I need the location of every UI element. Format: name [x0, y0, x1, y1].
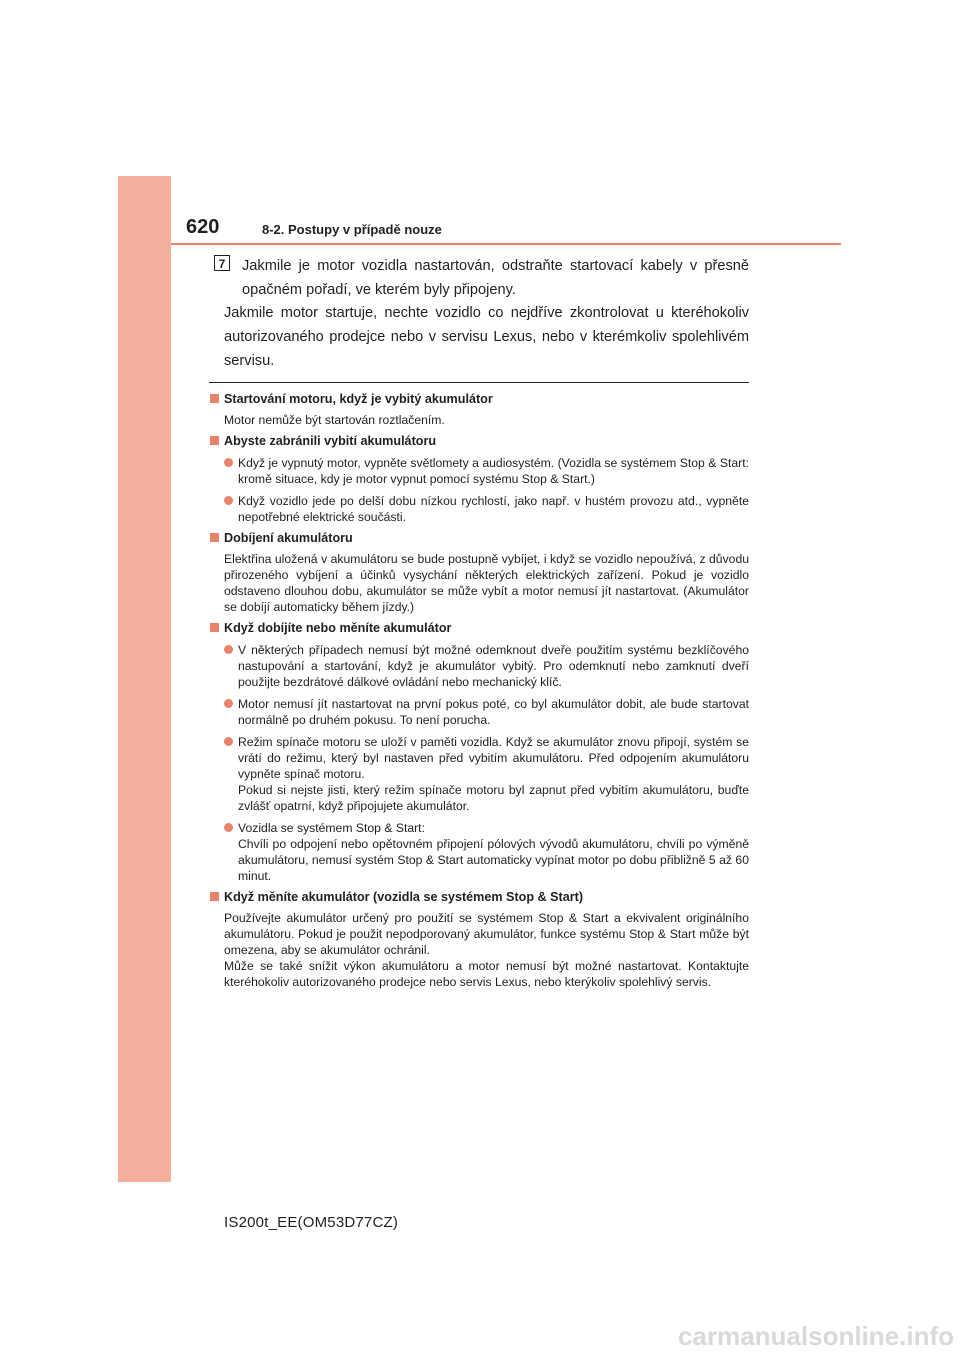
note-bullet: [224, 820, 749, 884]
note-bullet-text: Vozidla se systémem Stop & Start: Chvíli po odpojení nebo opětovném připojení pólových vývodů akumulátoru, chvíli po výměně akumulátoru, nemusí systém Stop & Start automaticky vypínat motor po dobu přibližně 5 až 60 minut.: [238, 821, 749, 883]
note-heading-text: Startování motoru, když je vybitý akumulátor: [224, 392, 493, 406]
square-bullet-icon: [210, 623, 219, 632]
step-instruction: Jakmile je motor vozidla nastartován, odstraňte startovací kabely v přesně opačném pořadí, ve kterém byly připojeny.: [242, 258, 749, 298]
note-bullet: [224, 734, 749, 814]
chapter-sidebar-tab: [118, 176, 171, 1182]
circle-bullet-icon: [224, 823, 233, 832]
note-heading: [209, 530, 749, 546]
note-bullet-text: Motor nemusí jít nastartovat na první pokus poté, co byl akumulátor dobit, ale bude startovat normálně po druhém pokusu. To není porucha.: [238, 697, 749, 727]
note-bullet: [224, 696, 749, 728]
notes-section: [209, 391, 749, 990]
circle-bullet-icon: [224, 737, 233, 746]
note-bullet-text: Režim spínače motoru se uloží v paměti vozidla. Když se akumulátor znovu připojí, systém se vrátí do režimu, který byl nastaven před vybitím akumulátoru. Před odpojením akumulátoru vypněte spínač motoru. Pokud si nejste jisti, který režim spínače motoru byl zapnut před vybitím akumulátoru, buďte zvlášť opatrní, když připojujete akumulátor.: [238, 735, 749, 813]
note-heading-text: Když měníte akumulátor (vozidla se systémem Stop & Start): [224, 890, 584, 904]
note-heading-text: Když dobíjíte nebo měníte akumulátor: [224, 621, 452, 635]
note-bullet: [224, 642, 749, 690]
note-bullet-text: V některých případech nemusí být možné odemknout dveře použitím systému bezklíčového nastupování a startování, když je akumulátor vybitý. Pro odemknutí nebo zamknutí dveří použijte bezdrátové dálkové ovládání nebo mechanický klíč.: [238, 643, 749, 689]
note-body: Elektřina uložená v akumulátoru se bude postupně vybíjet, i když se vozidlo nepoužívá, z důvodu přirozeného vybíjení a účinků vysychání některých elektrických zařízení. Pokud je vozidlo odstaveno dlouhou dobu, akumulátor se může vybít a motor nemusí jít nastartovat. (Akumulátor se dobíjí automaticky během jízdy.): [224, 552, 749, 614]
note-body: Motor nemůže být startován roztlačením.: [224, 413, 445, 427]
notes-divider: [209, 382, 749, 383]
manual-model-code: IS200t_EE(OM53D77CZ): [224, 1214, 399, 1231]
note-heading: [209, 433, 749, 449]
site-watermark: carmanualsonline.info: [678, 1321, 954, 1351]
section-title: 8-2. Postupy v případě nouze: [262, 222, 442, 237]
square-bullet-icon: [210, 533, 219, 542]
step-followup-paragraph: Jakmile motor startuje, nechte vozidlo co nejdříve zkontrolovat u kteréhokoliv autorizovaného prodejce nebo v servisu Lexus, nebo v kterémkoliv spolehlivém servisu.: [224, 305, 749, 369]
square-bullet-icon: [210, 436, 219, 445]
note-bullet: [224, 455, 749, 487]
note-heading-text: Dobíjení akumulátoru: [224, 531, 353, 545]
note-bullet-text: Když vozidlo jede po delší dobu nízkou rychlostí, jako např. v hustém provozu atd., vypněte nepotřebné elektrické součásti.: [238, 494, 749, 524]
note-bullet: [224, 493, 749, 525]
square-bullet-icon: [210, 394, 219, 403]
note-heading: [209, 620, 749, 636]
circle-bullet-icon: [224, 496, 233, 505]
circle-bullet-icon: [224, 458, 233, 467]
square-bullet-icon: [210, 892, 219, 901]
note-heading: [209, 391, 749, 407]
note-body: Používejte akumulátor určený pro použití se systémem Stop & Start a ekvivalent originálního akumulátoru. Pokud je použit nepodporovaný akumulátor, funkce systému Stop & Start může být omezena, aby se akumulátor ochránil. Může se také snížit výkon akumulátoru a motor nemusí být možné nastartovat. Kontaktujte kteréhokoliv autorizovaného prodejce nebo servis Lexus, nebo kterýkoliv spolehlivý servis.: [224, 911, 749, 989]
note-bullet-text: Když je vypnutý motor, vypněte světlomety a audiosystém. (Vozidla se systémem Stop & Start: kromě situace, kdy je motor vypnut pomocí systému Stop & Start.): [238, 456, 749, 486]
circle-bullet-icon: [224, 699, 233, 708]
circle-bullet-icon: [224, 645, 233, 654]
step-number-badge: 7: [214, 255, 230, 271]
note-heading: [209, 889, 749, 905]
header-divider: [171, 243, 841, 245]
page-number: 620: [186, 216, 220, 238]
note-heading-text: Abyste zabránili vybití akumulátoru: [224, 434, 437, 448]
